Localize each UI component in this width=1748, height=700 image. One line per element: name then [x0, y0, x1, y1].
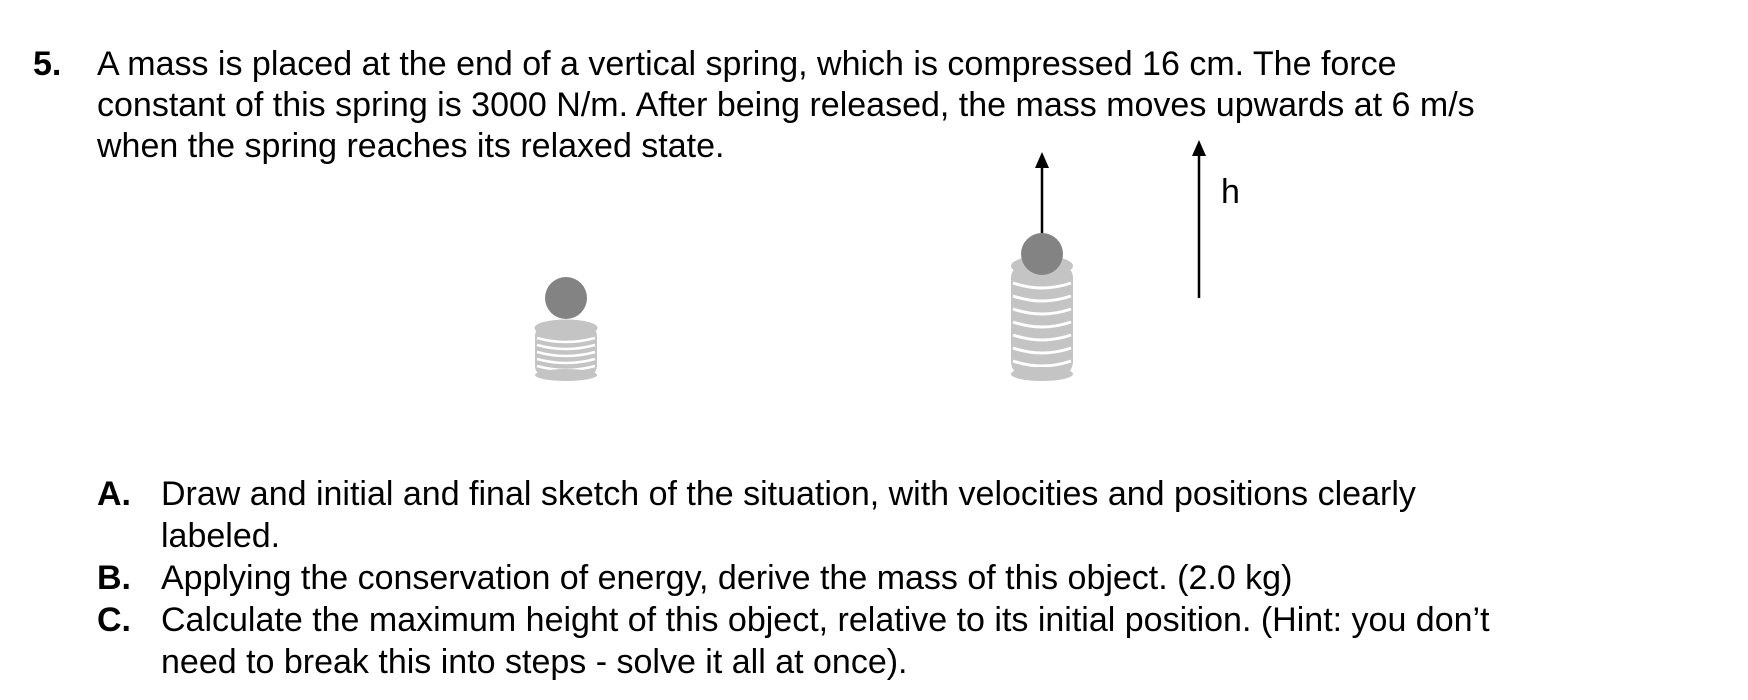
mass-initial: [545, 277, 587, 319]
question-part-a: [97, 473, 1717, 557]
part-text-line: labeled.: [161, 517, 281, 555]
problem-line: A mass is placed at the end of a vertical spring, which is compressed 16 cm. The force: [97, 45, 1397, 83]
part-text-line: need to break this into steps - solve it all at once).: [161, 643, 908, 681]
part-text-line: Draw and initial and final sketch of the situation, with velocities and positions clearly: [161, 475, 1416, 513]
question-part-b: [97, 557, 1717, 599]
problem-number: 5.: [33, 45, 62, 83]
compressed-spring-top: [535, 320, 597, 336]
part-text-line: Applying the conservation of energy, derive the mass of this object. (2.0 kg): [161, 559, 1293, 597]
problem-statement: [97, 44, 1717, 167]
relaxed-spring-top: [1011, 256, 1073, 276]
part-text-line: Calculate the maximum height of this object, relative to its initial position. (Hint: you don’t: [161, 601, 1490, 639]
problem-line: when the spring reaches its relaxed state.: [97, 127, 725, 165]
part-letter: B.: [97, 559, 131, 597]
relaxed-spring: [1011, 256, 1073, 381]
question-part-c: [97, 599, 1717, 683]
compressed-spring-body: [535, 326, 597, 376]
question-parts: [97, 473, 1717, 683]
height-label: h: [1221, 173, 1240, 211]
problem-line: constant of this spring is 3000 N/m. After being released, the mass moves upwards at 6 m/s: [97, 86, 1475, 124]
compressed-spring: [535, 320, 597, 381]
relaxed-spring-body: [1011, 264, 1073, 376]
mass-final: [1021, 233, 1063, 275]
part-letter: C.: [97, 601, 131, 639]
part-letter: A.: [97, 475, 131, 513]
compressed-spring-bottom: [535, 369, 597, 381]
relaxed-spring-bottom: [1011, 367, 1073, 381]
